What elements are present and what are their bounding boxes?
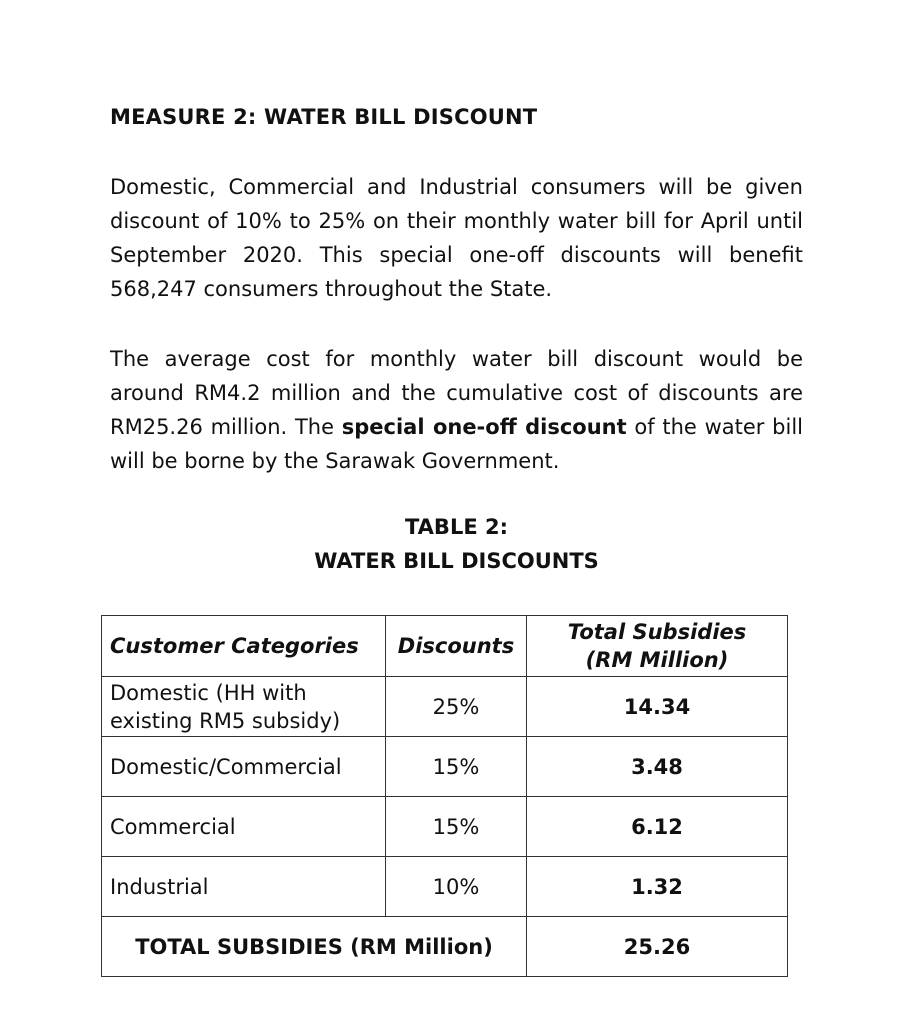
row-total: 3.48 <box>527 737 788 797</box>
row-total: 1.32 <box>527 857 788 917</box>
row-category <box>102 677 386 737</box>
paragraph-cost-text-1: The average cost for monthly water bill discount would be around RM4.2 million and the cumulative cost of discounts are RM25.26 million. The <box>110 347 803 439</box>
paragraph-discount-overview: Domestic, Commercial and Industrial consumers will be given discount of 10% to 25% on their monthly water bill for April until September 2020. This special one-off discounts will benefit 568,247 consumers throughout the State. <box>110 175 803 301</box>
paragraph-cost <box>110 342 803 478</box>
row-discount: 15% <box>386 737 527 797</box>
total-subsidies-value: 25.26 <box>527 917 788 977</box>
header-total-subsidies-line2: (RM Million) <box>585 648 729 672</box>
row-discount: 15% <box>386 797 527 857</box>
table-row <box>102 857 788 917</box>
table-caption-number: TABLE 2: <box>404 515 508 539</box>
section-heading: MEASURE 2: WATER BILL DISCOUNT <box>110 105 538 129</box>
row-discount: 25% <box>386 677 527 737</box>
table-row <box>102 677 788 737</box>
table-row <box>102 797 788 857</box>
table-header-row <box>102 616 788 677</box>
row-category: Domestic/Commercial <box>102 737 386 797</box>
total-subsidies-label: TOTAL SUBSIDIES (RM Million) <box>102 917 527 977</box>
row-category: Industrial <box>102 857 386 917</box>
header-customer-categories: Customer Categories <box>102 616 386 677</box>
paragraph-cost-text-2: of the water bill will be borne by the Sarawak Government. <box>110 415 803 473</box>
paragraph-cost-emphasis: special one-off discount <box>341 415 627 439</box>
row-category: Commercial <box>102 797 386 857</box>
table-row <box>102 737 788 797</box>
row-total: 14.34 <box>527 677 788 737</box>
row-category-line1: Domestic (HH with <box>110 680 307 705</box>
header-total-subsidies <box>527 616 788 677</box>
table-caption-title: WATER BILL DISCOUNTS <box>314 549 599 573</box>
header-total-subsidies-line1: Total Subsidies <box>567 620 747 644</box>
water-bill-discounts-table <box>101 615 788 977</box>
table-total-row <box>102 917 788 977</box>
row-category-line2: existing RM5 subsidy) <box>110 708 341 733</box>
row-discount: 10% <box>386 857 527 917</box>
row-total: 6.12 <box>527 797 788 857</box>
header-discounts: Discounts <box>386 616 527 677</box>
